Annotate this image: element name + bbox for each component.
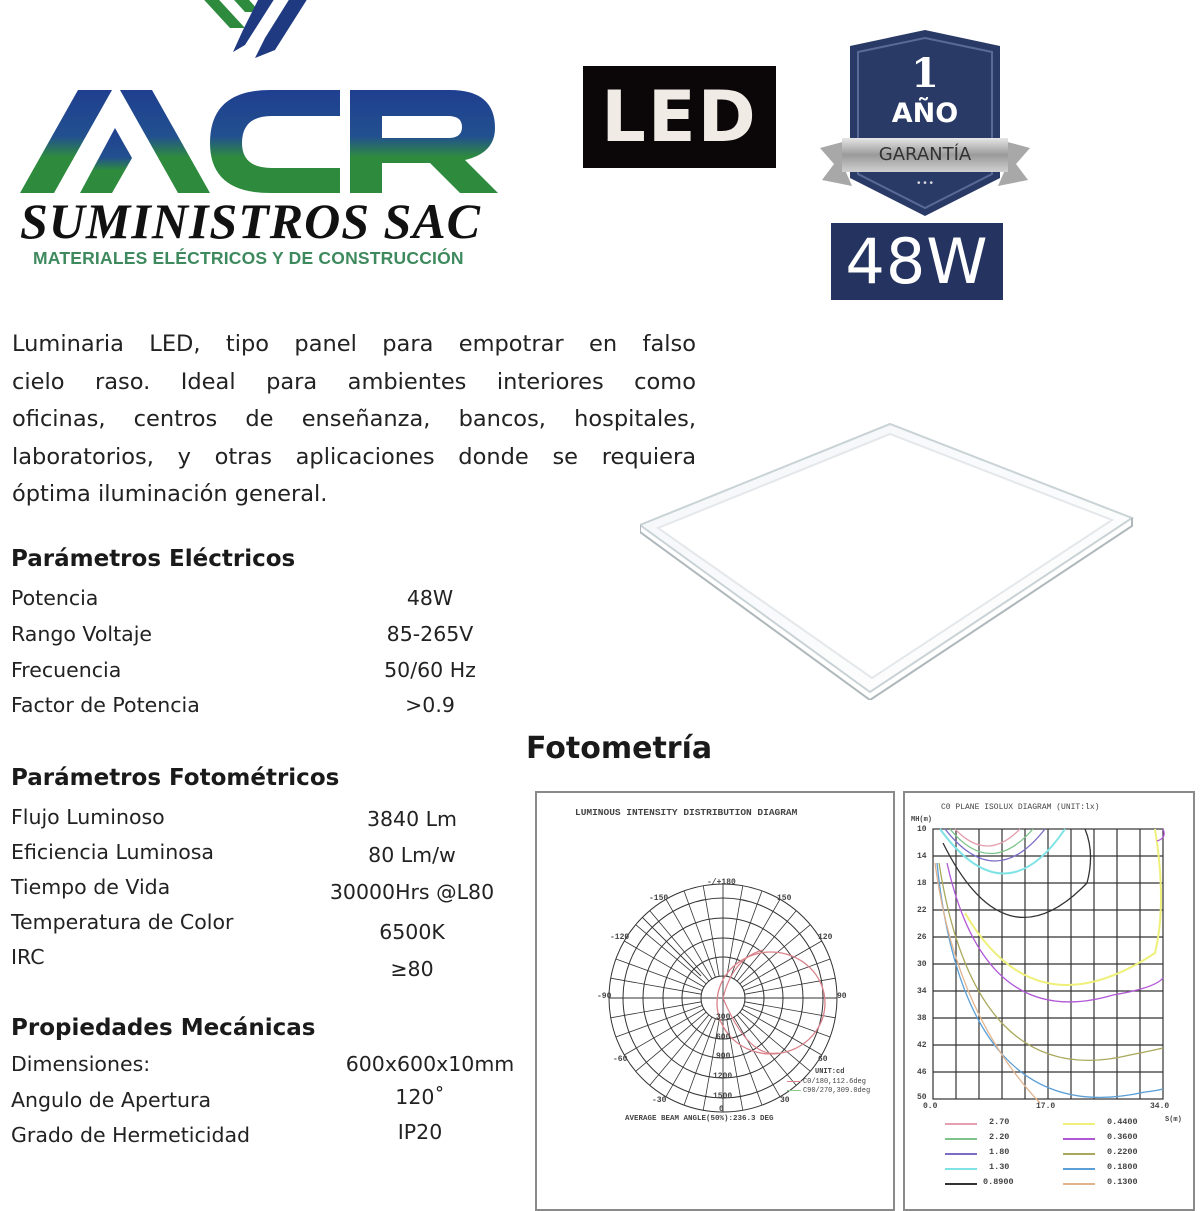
polar-title: LUMINOUS INTENSITY DISTRIBUTION DIAGRAM [575, 807, 798, 818]
description-line: oficinas, centros de enseñanza, bancos, hospitales, [12, 406, 696, 432]
legend-swatch [945, 1138, 977, 1140]
led-panel-product-image [640, 420, 1140, 700]
polar-grid [537, 793, 893, 1209]
legend-value: 1.30 [989, 1162, 1010, 1172]
isolux-x-axis-label: S(m) [1165, 1116, 1182, 1124]
angle-label: -150 [649, 894, 669, 903]
section-title-photometric: Parámetros Fotométricos [11, 765, 340, 791]
y-tick: 10 [917, 825, 927, 834]
spec-value: IP20 [397, 1120, 443, 1144]
isolux-legend [939, 1117, 1189, 1207]
legend-swatch [945, 1183, 977, 1185]
power-badge-label: 48W [845, 225, 989, 298]
x-tick: 17.0 [1036, 1102, 1056, 1111]
spec-value: 30000Hrs @L80 [329, 880, 495, 904]
spec-row [0, 840, 520, 876]
spec-label: Grado de Hermeticidad [11, 1123, 251, 1147]
led-badge [583, 66, 776, 168]
logo-emblem-icon [185, 0, 335, 60]
legend-swatch [945, 1123, 977, 1125]
warranty-unit: AÑO [891, 98, 959, 129]
angle-label: 0 [719, 1105, 724, 1114]
y-tick: 26 [917, 933, 927, 942]
spec-value: ≥80 [390, 957, 434, 981]
spec-row [0, 586, 520, 622]
spec-label: Frecuencia [11, 658, 122, 682]
spec-row [0, 1120, 530, 1159]
spec-value: 3840 Lm [366, 807, 458, 831]
spec-value: 80 Lm/w [368, 843, 456, 867]
x-tick: 34.0 [1150, 1102, 1170, 1111]
angle-label: 120 [818, 933, 833, 942]
polar-footer: AVERAGE BEAM ANGLE(50%):236.3 DEG [625, 1115, 774, 1123]
legend-value: 0.3600 [1107, 1132, 1138, 1142]
legend-swatch [787, 1090, 801, 1091]
warranty-dots: • • • [916, 178, 934, 189]
y-tick: 30 [917, 960, 927, 969]
warranty-label: GARANTÍA [878, 144, 972, 165]
spec-label: Angulo de Apertura [11, 1088, 212, 1112]
ring-label: 300 [716, 1013, 731, 1022]
spec-row [0, 622, 520, 658]
spec-row [0, 1052, 530, 1088]
photometric-specs [0, 805, 520, 985]
angle-label: 90 [837, 992, 847, 1001]
legend-value: 0.2200 [1107, 1147, 1138, 1157]
y-tick: 46 [917, 1068, 927, 1077]
logo-mcr [20, 88, 500, 198]
legend-value: 2.70 [989, 1117, 1010, 1127]
spec-label: Temperatura de Color [11, 910, 234, 934]
spec-value: 48W [406, 586, 454, 610]
angle-label: -30 [652, 1096, 667, 1105]
spec-value: 600x600x10mm [345, 1052, 515, 1076]
power-badge [831, 223, 1003, 300]
led-badge-label: LED [601, 76, 758, 158]
y-tick: 42 [917, 1041, 927, 1050]
legend-swatch [787, 1081, 801, 1082]
spec-label: Factor de Potencia [11, 693, 200, 717]
luminous-intensity-diagram [535, 791, 895, 1211]
polar-legend-item [787, 1087, 870, 1095]
isolux-diagram [903, 791, 1195, 1211]
product-description [12, 326, 696, 514]
legend-label: C0/180,112.6deg [802, 1078, 866, 1086]
spec-label: Dimensiones: [11, 1052, 151, 1076]
legend-value: 0.8900 [983, 1177, 1014, 1187]
spec-label: IRC [11, 945, 45, 969]
ring-label: 900 [716, 1052, 731, 1061]
spec-label: Flujo Luminoso [11, 805, 165, 829]
polar-legend-item [787, 1078, 866, 1086]
legend-value: 0.1300 [1107, 1177, 1138, 1187]
angle-label: 150 [777, 894, 792, 903]
y-tick: 14 [917, 852, 927, 861]
legend-swatch [945, 1168, 977, 1170]
spec-row [0, 693, 520, 729]
spec-label: Potencia [11, 586, 99, 610]
spec-value: >0.9 [405, 693, 455, 717]
y-tick: 38 [917, 1014, 927, 1023]
y-tick: 22 [917, 906, 927, 915]
angle-label: 60 [818, 1055, 828, 1064]
angle-label: -90 [597, 992, 612, 1001]
spec-value: 85-265V [386, 622, 474, 646]
spec-row [0, 945, 520, 981]
legend-value: 2.20 [989, 1132, 1010, 1142]
y-tick: 50 [917, 1093, 927, 1102]
angle-label: 30 [780, 1096, 790, 1105]
mechanical-specs [0, 1052, 530, 1162]
spec-label: Eficiencia Luminosa [11, 840, 214, 864]
x-tick: 0.0 [923, 1102, 938, 1111]
section-title-electrical: Parámetros Eléctricos [11, 546, 296, 572]
fotometria-title: Fotometría [526, 731, 713, 766]
y-tick: 34 [917, 987, 927, 996]
legend-swatch [1063, 1153, 1095, 1155]
company-tagline: MATERIALES ELÉCTRICOS Y DE CONSTRUCCIÓN [33, 248, 464, 268]
legend-value: 0.4400 [1107, 1117, 1138, 1127]
y-tick: 18 [917, 879, 927, 888]
legend-value: 1.80 [989, 1147, 1010, 1157]
polar-unit: UNIT:cd [815, 1068, 845, 1076]
description-line: cielo raso. Ideal para ambientes interiores como [12, 368, 696, 395]
ring-label: 1200 [713, 1072, 733, 1081]
company-name: SUMINISTROS SAC [20, 193, 482, 249]
description-line: óptima iluminación general. [12, 481, 328, 507]
electrical-specs [0, 586, 520, 730]
ring-label: 600 [716, 1033, 731, 1042]
legend-swatch [1063, 1168, 1095, 1170]
spec-row [0, 1085, 530, 1124]
spec-row [0, 875, 520, 911]
angle-label: -120 [610, 933, 630, 942]
legend-swatch [1063, 1123, 1095, 1125]
legend-value: 0.1800 [1107, 1162, 1138, 1172]
spec-label: Rango Voltaje [11, 622, 152, 646]
isolux-y-axis-label: MH(m) [911, 816, 933, 824]
spec-row [0, 910, 520, 946]
warranty-number: 1 [911, 50, 939, 97]
spec-row [0, 658, 520, 694]
legend-swatch [945, 1153, 977, 1155]
spec-value: 120˚ [395, 1085, 445, 1109]
description-line: laboratorios, y otras aplicaciones donde se requiera [12, 443, 696, 470]
spec-value: 6500K [379, 920, 445, 944]
legend-swatch [1063, 1183, 1095, 1185]
section-title-mechanical: Propiedades Mecánicas [11, 1015, 316, 1041]
legend-swatch [1063, 1138, 1095, 1140]
legend-label: C90/270,309.0deg [802, 1087, 871, 1095]
angle-label: -/+180 [707, 878, 736, 887]
ring-label: 1500 [713, 1092, 733, 1101]
angle-label: -60 [613, 1055, 628, 1064]
description-line: Luminaria LED, tipo panel para empotrar en falso [12, 331, 696, 357]
spec-row [0, 805, 520, 841]
isolux-title: C0 PLANE ISOLUX DIAGRAM (UNIT:lx) [941, 803, 1100, 812]
spec-value: 50/60 Hz [384, 658, 476, 682]
spec-label: Tiempo de Vida [11, 875, 171, 899]
